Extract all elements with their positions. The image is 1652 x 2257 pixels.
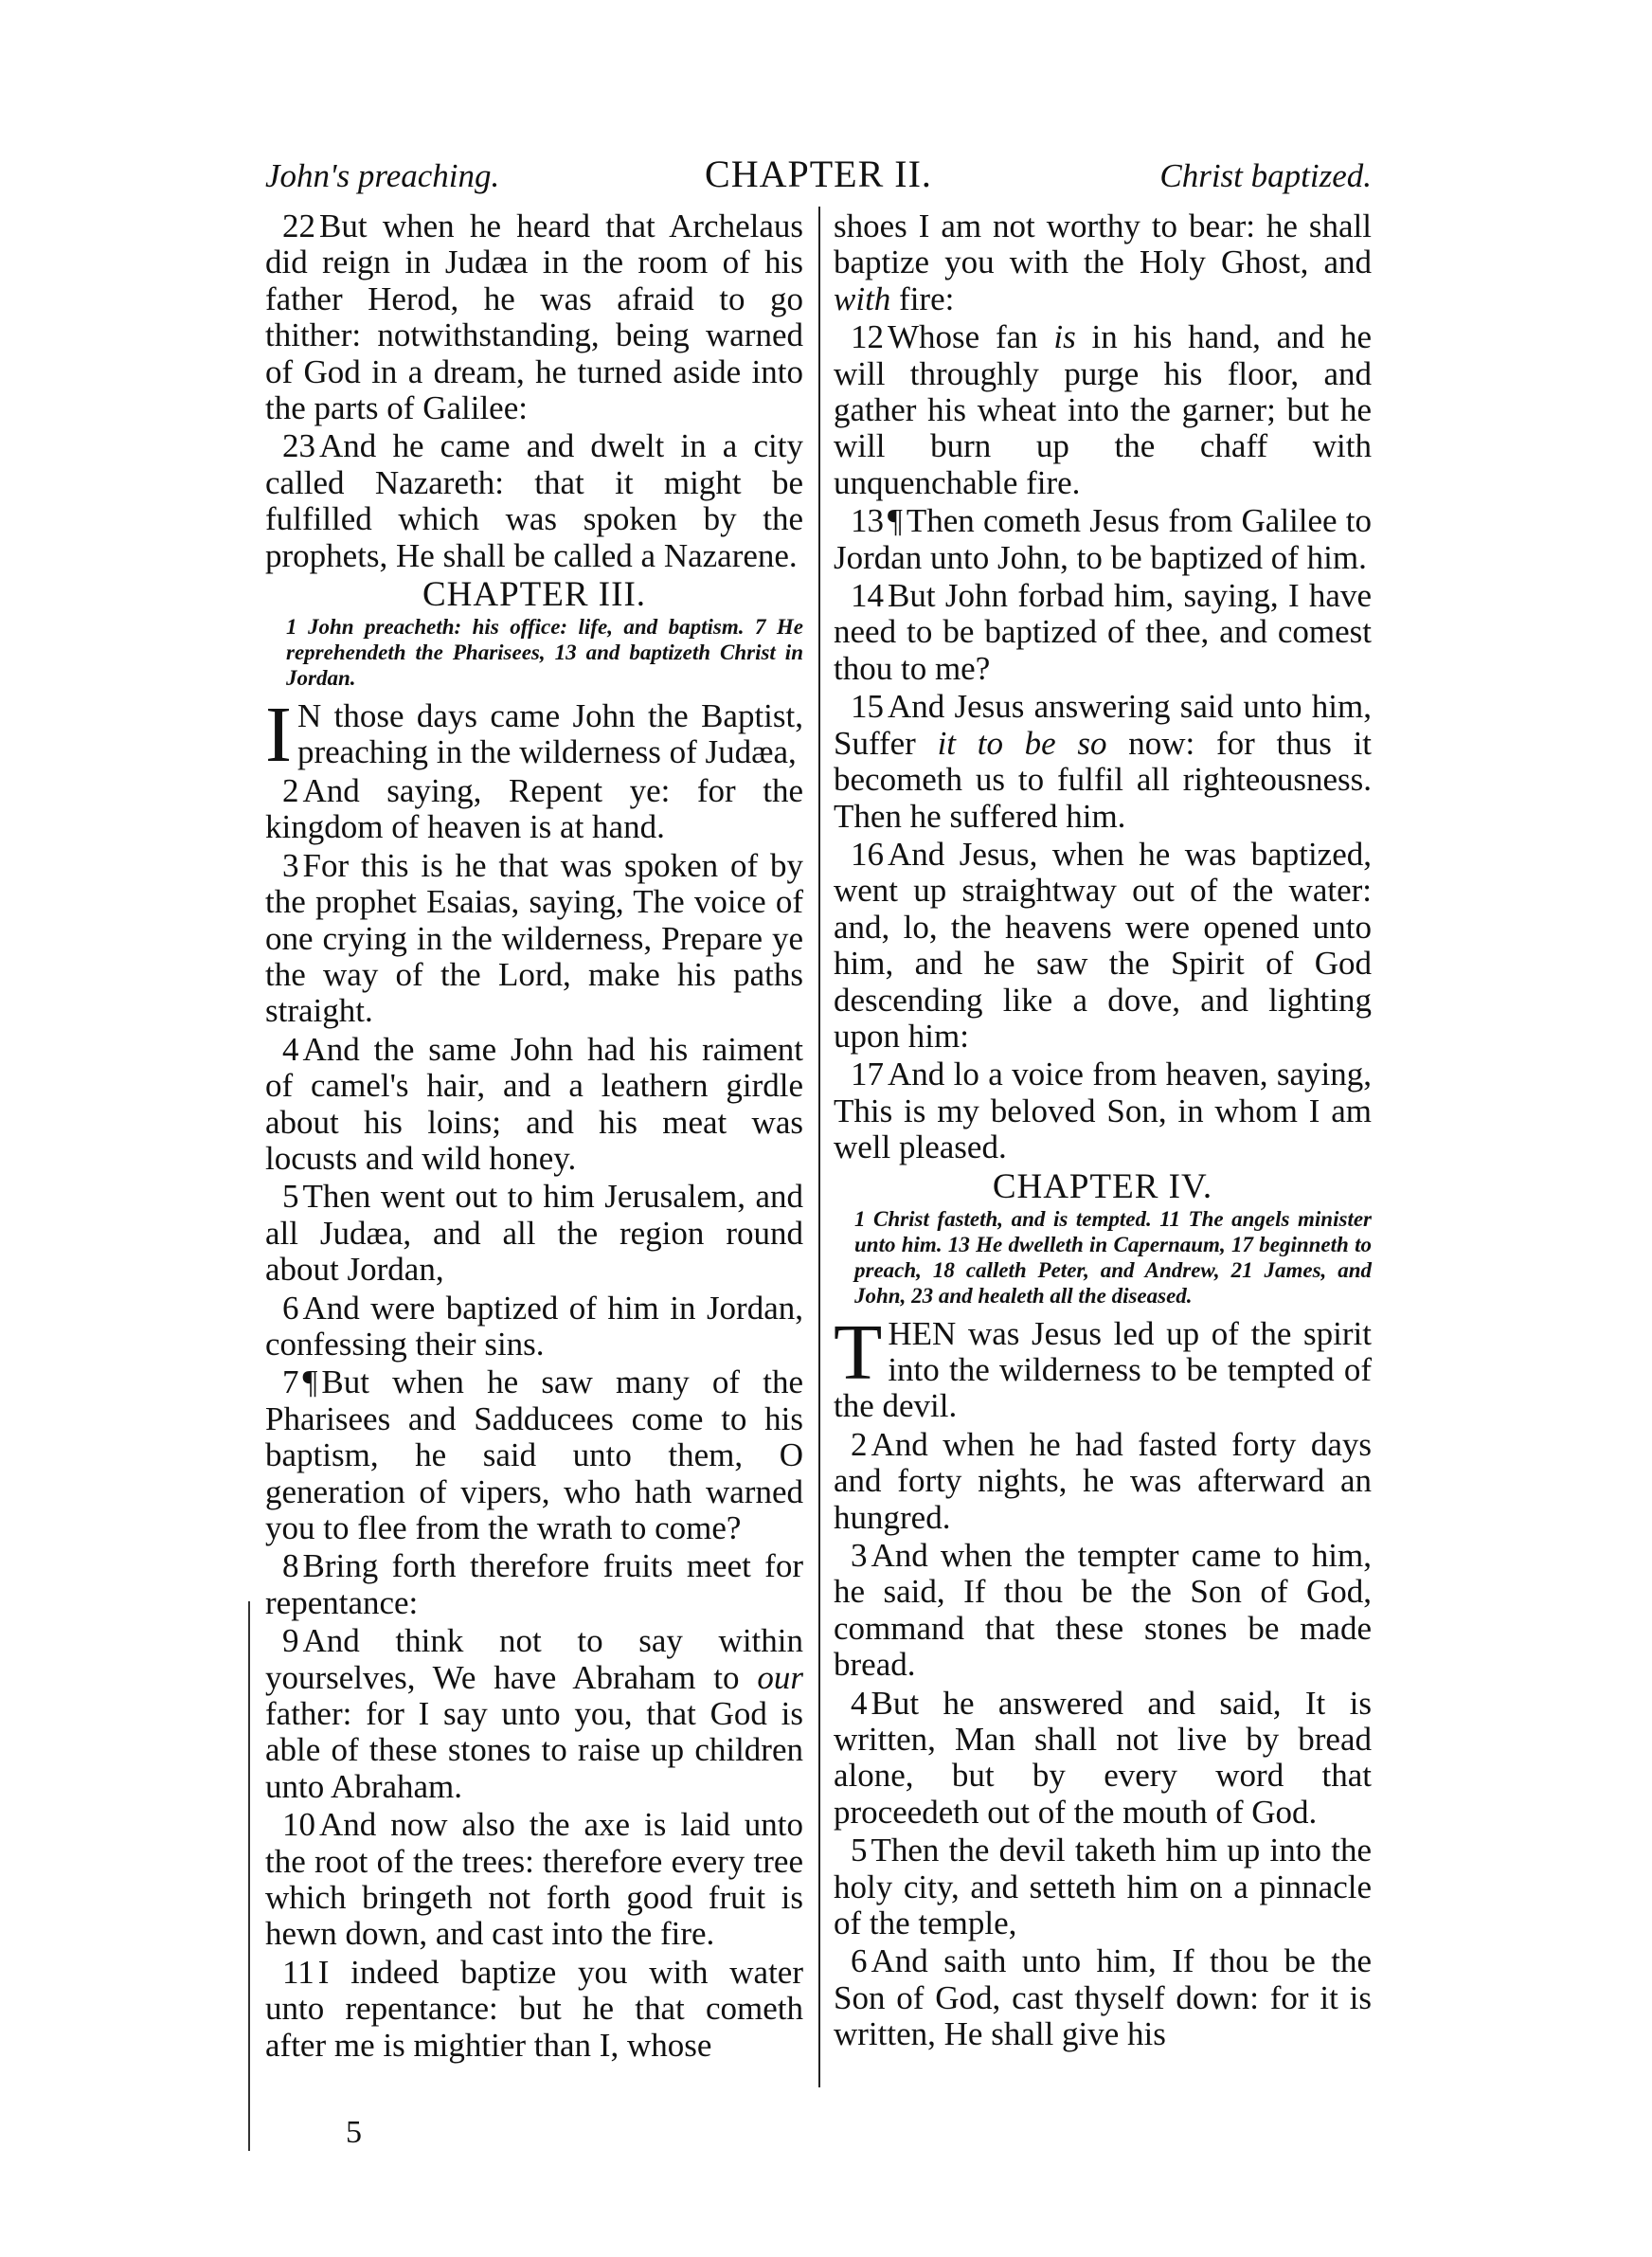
verse-3-13: 13 ¶ Then cometh Jesus from Galilee to Jordan unto John, to be baptized of him. (834, 502, 1372, 576)
verse-3-12: 12 Whose fan is in his hand, and he will throughly purge his floor, and gather his wheat into the garner; but he will burn up the chaff with unquenchable fire. (834, 318, 1372, 501)
verse-4-3: 3 And when the tempter came to him, he said, If thou be the Son of God, command that these stones be made bread. (834, 1537, 1372, 1684)
verse-3-7: 7 ¶ But when he saw many of the Pharisees and Sadducees come to his baptism, he said unto them, O generation of vipers, who hath warned you to flee from the wrath to come? (265, 1363, 803, 1546)
verse-2-22: 22 But when he heard that Archelaus did reign in Judæa in the room of his father Herod, he was afraid to go thither: notwithstanding, being warned of God in a dream, he turned aside into the parts of Galilee: (265, 208, 803, 427)
chapter-4-heading: CHAPTER IV. (992, 1166, 1213, 1206)
chapter-3-summary: 1 John preacheth: his office: life, and baptism. 7 He reprehendeth the Pharisees, 13 and baptizeth Christ in Jordan. (286, 615, 803, 691)
verse-3-1: I N those days came John the Baptist, preaching in the wilderness of Judæa, (265, 691, 803, 780)
drop-cap: I (265, 691, 292, 780)
chapter-4-summary: 1 Christ fasteth, and is tempted. 11 The angels minister unto him. 13 He dwelleth in Capernaum, 17 beginneth to preach, 18 calleth Peter, and Andrew, 21 James, and John, 23 and healeth all the diseased. (854, 1206, 1372, 1308)
verse-2-23: 23 And he came and dwelt in a city called Nazareth: that it might be fulfilled which was spoken by the prophets, He shall be called a Nazarene. (265, 427, 803, 574)
verse-3-11: 11 I indeed baptize you with water unto repentance: but he that cometh after me is mightier than I, whose (265, 1953, 803, 2064)
verse-3-14: 14 But John forbad him, saying, I have need to be baptized of thee, and comest thou to me? (834, 577, 1372, 687)
verse-3-16: 16 And Jesus, when he was baptized, went up straightway out of the water: and, lo, the heavens were opened unto him, and he saw the Spirit of God descending like a dove, and lighting upon him: (834, 835, 1372, 1055)
verse-4-1: THEN was Jesus led up of the spirit into the wilderness to be tempted of the devil. (834, 1308, 1372, 1425)
verse-4-4: 4 But he answered and said, It is written, Man shall not live by bread alone, but by every word that proceedeth out of the mouth of God. (834, 1684, 1372, 1831)
verse-4-2: 2 And when he had fasted forty days and forty nights, he was afterward an hungred. (834, 1425, 1372, 1536)
verse-3-8: 8 Bring forth therefore fruits meet for repentance: (265, 1547, 803, 1621)
running-header (265, 152, 1372, 208)
header-left: John's preaching. (265, 157, 500, 194)
chapter-3-heading: CHAPTER III. (422, 575, 647, 615)
right-column (834, 208, 1372, 2055)
header-right: Christ baptized. (1159, 157, 1372, 194)
verse-3-10: 10 And now also the axe is laid unto the root of the trees: therefore every tree which bringeth not forth good fruit is hewn down, and cast into the fire. (265, 1806, 803, 1953)
verse-3-9: 9 And think not to say within yourselves, We have Abraham to our father: for I say unto you, that God is able of these stones to raise up children unto Abraham. (265, 1622, 803, 1805)
verse-4-5: 5 Then the devil taketh him up into the holy city, and setteth him on a pinnacle of the temple, (834, 1832, 1372, 1942)
verse-3-3: 3 For this is he that was spoken of by the prophet Esaias, saying, The voice of one crying in the wilderness, Prepare ye the way of the Lord, make his paths straight. (265, 846, 803, 1030)
verse-3-17: 17 And lo a voice from heaven, saying, This is my beloved Son, in whom I am well pleased. (834, 1056, 1372, 1166)
verse-3-2: 2 And saying, Repent ye: for the kingdom of heaven is at hand. (265, 771, 803, 846)
pilcrow-icon: ¶ (888, 502, 903, 540)
verse-4-6: 6 And saith unto him, If thou be the Son of God, cast thyself down: for it is written, He shall give his (834, 1942, 1372, 2053)
page-number: 5 (346, 2115, 362, 2150)
margin-line (248, 1601, 250, 2151)
drop-cap: T (834, 1308, 883, 1397)
verse-3-5: 5 Then went out to him Jerusalem, and all Judæa, and all the region round about Jordan, (265, 1178, 803, 1289)
header-chapter: CHAPTER II. (705, 153, 932, 195)
verse-3-6: 6 And were baptized of him in Jordan, confessing their sins. (265, 1289, 803, 1363)
left-column (265, 208, 803, 2066)
verse-3-4: 4 And the same John had his raiment of camel's hair, and a leathern girdle about his loins; and his meat was locusts and wild honey. (265, 1030, 803, 1177)
column-divider (818, 207, 820, 2087)
verse-3-15: 15 And Jesus answering said unto him, Suffer it to be so now: for thus it becometh us to fulfil all righteousness. Then he suffered him. (834, 688, 1373, 835)
pilcrow-icon: ¶ (302, 1363, 318, 1401)
verse-3-11-continued: shoes I am not worthy to bear: he shall baptize you with the Holy Ghost, and with fire: (834, 208, 1372, 317)
